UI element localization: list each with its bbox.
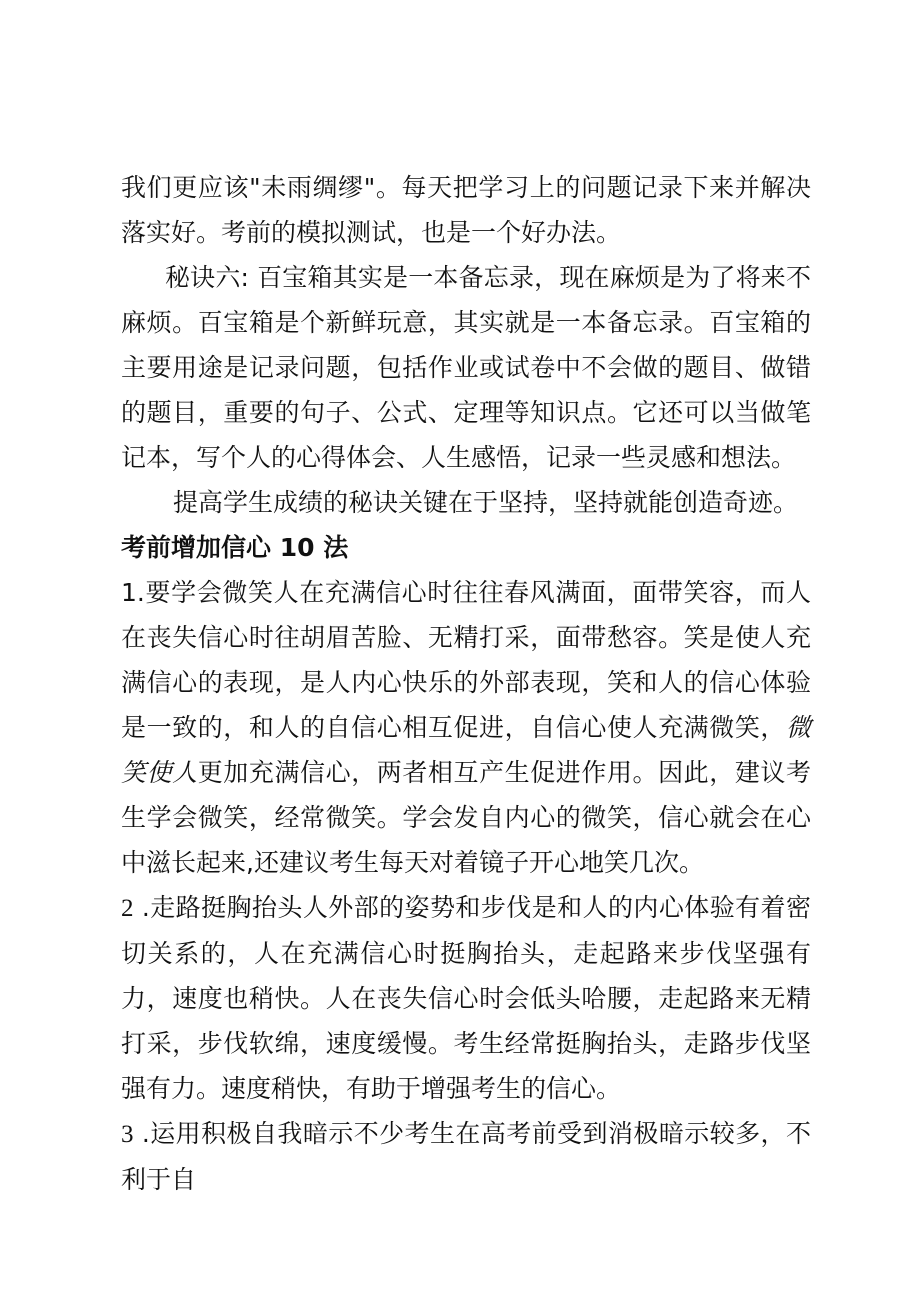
paragraph-persistence: 提高学生成绩的秘诀关键在于坚持，坚持就能创造奇迹。 xyxy=(173,488,799,517)
paragraph-1: 我们更应该"未雨绸缪"。每天把学习上的问题记录下来并解决落实好。考前的模拟测试，也是一个好办法。 xyxy=(121,173,811,247)
paragraph-suggestion-text: .运用积极自我暗示不少考生在高考前受到消极暗示较多，不利于自 xyxy=(121,1119,811,1194)
paragraph-posture-text: .走路挺胸抬头人外部的姿势和步伐是和人的内心体验有着密切关系的，人在充满信心时挺胸抬头，走起路来步伐坚强有力，速度也稍快。人在丧失信心时会低头哈腰，走起路来无精打采，步伐软绵，速度缓慢。考生经常挺胸抬头，走路步伐坚强有力。速度稍快，有助于增强考生的信心。 xyxy=(121,893,811,1103)
paragraph-smile xyxy=(121,570,811,885)
document-body xyxy=(121,165,811,1202)
paragraph-suggestion xyxy=(121,1111,811,1202)
paragraph-smile-text-a: 1.要学会微笑人在充满信心时往往春风满面，面带笑容，而人在丧失信心时往胡眉苦脸、无精打采，面带愁容。笑是使人充满信心的表现，是人内心快乐的外部表现，笑和人的信心体验是一致的，和人的自信心相互促进，自信心使人充满微笑， xyxy=(121,578,811,742)
paragraph-posture xyxy=(121,885,811,1111)
item-number-2: 2 xyxy=(121,895,134,922)
section-heading: 考前增加信心 10 法 xyxy=(121,533,349,562)
paragraph-smile-text-b: 更加充满信心，两者相互产生促进作用。因此，建议考生学会微笑，经常微笑。学会发自内心的微笑，信心就会在心中滋长起来,还建议考生每天对着镜子开心地笑几次。 xyxy=(121,758,811,877)
paragraph-secret-six: 秘诀六: 百宝箱其实是一本备忘录，现在麻烦是为了将来不麻烦。百宝箱是个新鲜玩意，其实就是一本备忘录。百宝箱的主要用途是记录问题，包括作业或试卷中不会做的题目、做错的题目，重要的句子、公式、定理等知识点。它还可以当做笔记本，写个人的心得体会、人生感悟，记录一些灵感和想法。 xyxy=(121,263,811,472)
item-number-3: 3 xyxy=(121,1121,134,1148)
paragraph-smile-italic: 微笑使人 xyxy=(121,713,811,787)
